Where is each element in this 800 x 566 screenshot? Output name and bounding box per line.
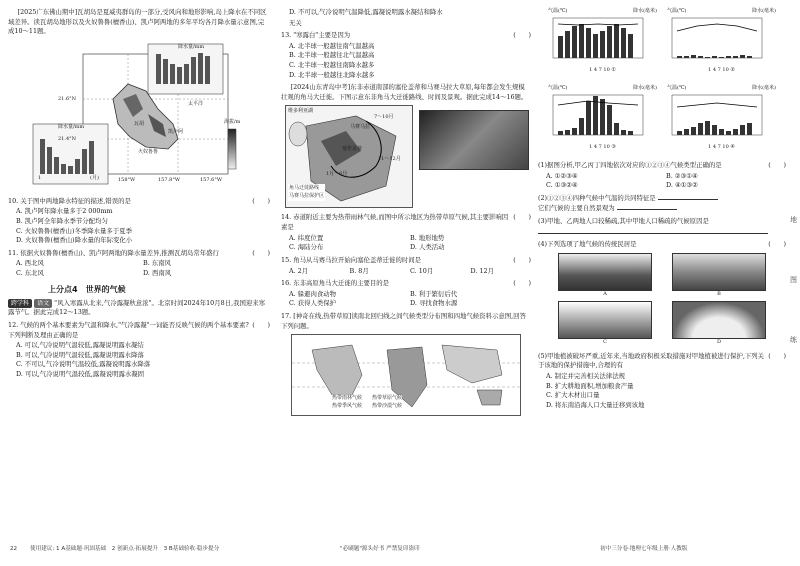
x-ticks: 1 — [38, 174, 42, 181]
q15-option-b[interactable]: B. 8月 — [349, 266, 369, 275]
q17-3-blank[interactable] — [538, 233, 768, 234]
month-label-2: 1月～6月 — [326, 171, 348, 178]
q11-option-c[interactable]: C. 东北风 — [16, 269, 44, 278]
q10-option-c[interactable]: C. 火奴鲁鲁(檀香山)冬季降水量多于夏季 — [16, 226, 132, 235]
intro-wildebeest: [2024山东青岛中考]东非赤道南部的塞伦盖蒂和马赛马拉大草原,每年都会发生规模壮观的角马大迁徙。下图示意东非角马大迁徙路线、时间及景观。据此完成14～16题。 — [281, 83, 528, 101]
x-ticks-end: (月) — [90, 174, 99, 181]
q12-option-c[interactable]: C. 不可以,气冷说明气温较低,露凝说明露水降落 — [16, 360, 151, 369]
q17-2-stem: (2)①②③④四种气候中气温的共同特征是 — [538, 193, 656, 202]
left-column — [8, 8, 270, 380]
month-label-3: 11～12月 — [378, 156, 401, 163]
q16-option-a[interactable]: A. 躲避肉食动物 — [289, 289, 337, 298]
q12-option-d[interactable]: D. 可以,气冷说明气温较低,露凝说明露水凝固 — [16, 369, 145, 378]
q11-option-a[interactable]: A. 西北风 — [16, 259, 44, 268]
q15-stem: 15. 角马从马赛马拉开始向塞伦盖蒂迁徙的时间是 — [281, 255, 422, 264]
question-10: ( ) 10. 关于图中两地降水特征的描述,错误的是 A. 凯卢阿年降水量多于2 000mm B. 凯卢阿全年降水季节分配均匀 C. 火奴鲁鲁(檀香山)冬季降水量多于夏季 D. 火奴鲁鲁(檀香山)降水量的年际变化小 — [8, 196, 270, 245]
q17-1-option-d[interactable]: D. ④①③② — [666, 181, 698, 190]
side-char-2: 图 — [790, 276, 797, 284]
footer-usage: 使用建议: 1 A基础题·巩固基础 2 创新点·拓展提升 3 B基础验收·稳步提分 — [30, 546, 220, 552]
q17-1-option-c[interactable]: C. ①③②④ — [546, 181, 578, 190]
region-serengeti: 塞伦盖蒂 — [342, 146, 363, 153]
q13-option-d[interactable]: D. 北半球一般越往北降水越多 — [289, 70, 375, 79]
q12-stem: 12. 气候的两个基本要素为气温和降水,"气冷露凝"一词能否反映气候的两个基本要素?下列判断及理由正确的是 — [8, 320, 249, 339]
question-14: ( ) 14. 赤道附近主要为热带雨林气候,而图中所示地区为热带草原气候,其主要影响因素是 A. 纬度位置 B. 地形地势 C. 海陆分布 D. 人类活动 — [281, 213, 531, 252]
chart4-precip-title: 降水(毫米) — [752, 85, 776, 91]
question-13: ( ) 13. "寒露白"主要是因为 A. 北半球一般越往南气温越高 B. 北半球一般越往北气温越高 C. 北半球一般越往南降水越多 D. 北半球一般越往北降水越多 — [281, 31, 531, 79]
q17-5-option-b[interactable]: B. 扩大耕地面积,增加粮食产量 — [546, 381, 634, 390]
q16-option-d[interactable]: D. 寻找食物水源 — [410, 299, 458, 308]
intro-2: 跨学科 语文 "风入寒露从北来,气冷露凝秋意浓"。北京时间2024年10月8日,我国迎来寒露节气。据此完成12～13题。 — [8, 298, 266, 317]
chart3-precip-title: 降水(毫米) — [633, 85, 657, 91]
climate-chart-4: 气温(℃) 降水(毫米) 1 4 7 10 ④ — [667, 85, 776, 151]
lake-label: 维多利亚湖 — [288, 108, 314, 115]
wildebeest-photo — [419, 110, 529, 170]
q17-stem: 17. [神奇在线,热带草原]读南北回归线之间气候类型分布图和四地气候资料示意图,回答下列问题。 — [281, 311, 526, 330]
photo-b[interactable]: B — [672, 253, 766, 299]
q10-stem: 10. 关于图中两地降水特征的描述,错误的是 — [8, 196, 131, 205]
map-lon2: 157.8°W — [158, 176, 180, 183]
map-ocean-label: 太平洋 — [188, 100, 204, 107]
q15-option-c[interactable]: C. 10月 — [410, 266, 434, 275]
question-17-3 — [538, 217, 786, 237]
footer-middle: "必刷题"源头好书 严禁复印盗印 — [340, 546, 420, 552]
chart1-label: ① — [611, 67, 616, 74]
legend-monsoon: 热带季风气候 — [332, 402, 363, 409]
question-17 — [281, 312, 531, 416]
question-17-5: ( ) (5)甲地植被破坏严重,近年来,当地政府积极采取措施对甲地植被进行保护,下列关于该地的保护措施中,合理的有 A. 制定并完善相关法律法规 B. 扩大耕地面积,增加粮食产量 C. 扩大木材出口量 D. 将东南沿海人口大量迁移到该地 — [538, 351, 786, 409]
q17-2b-blank[interactable] — [617, 209, 677, 210]
q14-option-c[interactable]: C. 海陆分布 — [289, 243, 324, 252]
q10-option-b[interactable]: B. 凯卢阿全年降水季节分配均匀 — [16, 217, 108, 226]
q16-option-c[interactable]: C. 获得人类保护 — [289, 299, 337, 308]
chart3-label: ③ — [611, 144, 616, 151]
world-climate-map — [291, 334, 521, 416]
chart1-precip-title: 降水(毫米) — [633, 8, 657, 14]
q11-option-b[interactable]: B. 东南风 — [143, 259, 171, 268]
climate-legend — [332, 395, 402, 410]
q14-stem: 14. 赤道附近主要为热带雨林气候,而图中所示地区为热带草原气候,其主要影响因素是 — [281, 213, 509, 232]
city-honolulu: 火奴鲁鲁 — [138, 148, 159, 155]
q17-4-stem: (4)下列选项了地气候的传统民居是 — [538, 240, 637, 249]
q13-option-c[interactable]: C. 北半球一般越往南降水越多 — [289, 61, 375, 70]
q11-stem: 11. 依据火奴鲁鲁(檀香山)、凯卢阿两地的降水量差异,推测瓦胡岛常年盛行 — [8, 248, 219, 257]
chart1-temp-title: 气温(℃) — [548, 8, 568, 14]
middle-column — [281, 8, 531, 416]
climate-chart-3: 气温(℃) 降水(毫米) 1 4 7 10 ③ — [548, 85, 657, 151]
legend-mara: 马赛马拉保护区 — [289, 192, 325, 199]
section-title: 上分点4 世界的气候 — [48, 284, 126, 294]
question-15: ( ) 15. 角马从马赛马拉开始向塞伦盖蒂迁徙的时间是 A. 2月 B. 8月 C. 10月 D. 12月 — [281, 255, 531, 275]
q13-option-b[interactable]: B. 北半球一般越往北气温越高 — [289, 51, 375, 60]
q12-option-b[interactable]: B. 可以,气冷说明气温较低,露凝说明露水降落 — [16, 350, 144, 359]
legend-title: 海拔/m — [224, 118, 241, 125]
region-mara: 马赛马拉 — [350, 124, 371, 131]
section-heading — [48, 284, 270, 296]
q17-1-option-a[interactable]: A. ①②③④ — [546, 171, 578, 180]
q14-option-b[interactable]: B. 地形地势 — [410, 233, 445, 242]
q16-stem: 16. 东非高原角马大迁徙的主要目的是 — [281, 279, 390, 288]
q17-5-option-c[interactable]: C. 扩大木材出口量 — [546, 391, 600, 400]
footer-right: 初中三分卷·地理七年级上册·人教版 — [600, 546, 688, 552]
question-17-4: ( ) (4)下列选项了地气候的传统民居是 A B C D — [538, 240, 786, 349]
legend-savanna: 热带草原气候 — [372, 395, 403, 402]
map-lat1: 21.6°N — [58, 95, 77, 102]
photo-a[interactable]: A — [558, 253, 652, 299]
climate-chart-2: 气温(℃) 降水(毫米) 1 4 7 10 ② — [667, 8, 776, 74]
q14-option-a[interactable]: A. 纬度位置 — [289, 233, 324, 242]
right-column — [538, 8, 786, 411]
chart2-label: ② — [730, 67, 735, 74]
side-char-3: 练 — [790, 336, 797, 344]
q17-5-option-a[interactable]: A. 制定并完善相关法律法规 — [546, 372, 625, 381]
q13-stem: 13. "寒露白"主要是因为 — [281, 31, 351, 40]
q15-option-a[interactable]: A. 2月 — [289, 266, 309, 275]
question-12: ( ) 12. 气候的两个基本要素为气温和降水,"气冷露凝"一词能否反映气候的两个基本要素?下列判断及理由正确的是 A. 可以,气冷说明气温较低,露凝说明露水凝结 B. 可以,气冷说明气温较低,露凝说明露水降落 C. 不可以,气冷说明气温较低,露凝说明露水降落 D. 可以,气冷说明气温较低,露凝说明露水凝固 — [8, 320, 270, 378]
map-island-label: 瓦胡 — [134, 120, 145, 127]
chart-title-east: 降水量/mm — [178, 43, 205, 50]
legend-route: 角马迁徙路线 — [289, 185, 320, 192]
question-16: ( ) 16. 东非高原角马大迁徙的主要目的是 A. 躲避肉食动物 B. 利于繁衍后代 C. 获得人类保护 D. 寻找食物水源 — [281, 279, 531, 308]
oahu-map — [28, 39, 258, 194]
q17-5-stem: (5)甲地植被破坏严重,近年来,当地政府积极采取措施对甲地植被进行保护,下列关于该地的保护措施中,合理的有 — [538, 351, 765, 370]
legend-rainforest: 热带雨林气候 — [332, 395, 363, 402]
map-lat2: 21.4°N — [58, 135, 77, 142]
chart2-precip-title: 降水(毫米) — [752, 8, 776, 14]
q10-option-a[interactable]: A. 凯卢阿年降水量多于2 000mm — [16, 207, 113, 216]
q11-option-d[interactable]: D. 西南风 — [143, 269, 172, 278]
q17-2-blank[interactable] — [658, 199, 718, 200]
chart4-label: ④ — [730, 144, 735, 151]
chart3-temp-title: 气温(℃) — [548, 85, 568, 91]
month-label-1: 7～10月 — [374, 114, 394, 121]
chart2-temp-title: 气温(℃) — [667, 8, 687, 14]
chart-title-west: 降水量/mm — [58, 123, 85, 130]
q17-2b-stem: 它们气候的主要自然景观为 — [538, 204, 615, 213]
map-lon1: 158°W — [118, 176, 136, 183]
q17-3-stem: (3)甲地、乙两地人口较稀疏,其中甲地人口稀疏的气候原因是 — [538, 217, 709, 226]
q10-option-d[interactable]: D. 火奴鲁鲁(檀香山)降水量的年际变化小 — [16, 236, 133, 245]
question-11: ( ) 11. 依据火奴鲁鲁(檀香山)、凯卢阿两地的降水量差异,推测瓦胡岛常年盛行 A. 西北风 B. 东南风 C. 东北风 D. 西南风 — [8, 248, 270, 278]
photo-d[interactable]: D — [672, 301, 766, 347]
climate-chart-1: 气温(℃) 降水(毫米) 1 4 7 10 ① — [548, 8, 657, 74]
cross-subject-tag: 跨学科 — [8, 299, 32, 308]
q17-1-stem: (1)据图分析,甲乙丙丁四地依次对应的①②③④气候类型正确的是 — [538, 161, 722, 169]
oahu-map-figure — [28, 39, 258, 194]
legend-desert: 热带沙漠气候 — [372, 402, 403, 409]
q17-1-option-b[interactable]: B. ②③①④ — [666, 171, 698, 180]
photo-c[interactable]: C — [558, 301, 652, 347]
city-kailua: 凯卢阿 — [168, 128, 184, 135]
question-17-2 — [538, 194, 786, 214]
map-legend — [288, 184, 325, 201]
migration-map — [285, 105, 413, 208]
q14-option-d[interactable]: D. 人类活动 — [410, 243, 445, 252]
side-char-1: 地 — [790, 216, 797, 224]
chart4-temp-title: 气温(℃) — [667, 85, 687, 91]
migration-figure — [281, 105, 531, 210]
question-17-1: ( ) (1)据图分析,甲乙丙丁四地依次对应的①②③④气候类型正确的是 A. ①②③④ B. ②③①④ C. ①③②④ D. ④①③② — [538, 161, 786, 190]
subject-tag: 语文 — [34, 299, 52, 308]
q16-option-b[interactable]: B. 利于繁衍后代 — [410, 289, 458, 298]
q17-5-option-d[interactable]: D. 将东南沿海人口大量迁移到该地 — [546, 400, 645, 409]
footer-page-number: 22 — [10, 546, 18, 552]
map-lon3: 157.6°W — [200, 176, 222, 183]
q12-continued-1: D. 不可以,气冷说明气温降低,露凝说明露水凝结和降水 — [289, 8, 443, 16]
q12-continued-2: 无关 — [289, 18, 302, 27]
q13-option-a[interactable]: A. 北半球一般越往南气温越高 — [289, 41, 375, 50]
dwelling-photos — [538, 251, 786, 349]
climate-charts — [538, 8, 786, 158]
q12-option-a[interactable]: A. 可以,气冷说明气温较低,露凝说明露水凝结 — [16, 341, 144, 350]
intro-passage: [2025广东佛山期中]瓦胡岛是夏威夷群岛的一部分,受风向和地形影响,岛上降水在不同区域差异。读瓦胡岛地形以及火奴鲁鲁(檀香山)、凯卢阿两地的多年平均各月降水量示意图,完成10～11题。 — [8, 8, 267, 36]
q15-option-d[interactable]: D. 12月 — [470, 266, 494, 275]
